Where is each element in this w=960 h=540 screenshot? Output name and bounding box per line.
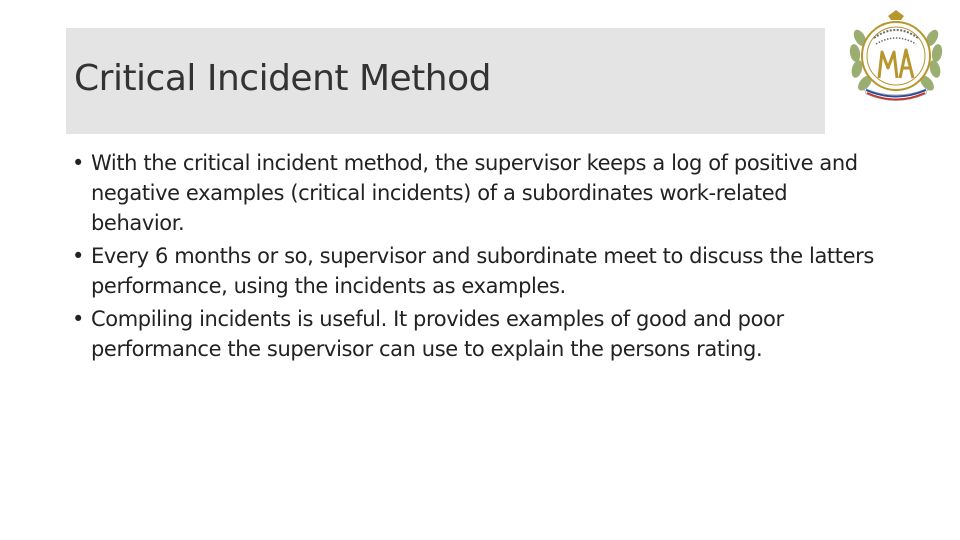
- bullet-item: [72, 304, 882, 364]
- slide-title: Critical Incident Method: [74, 58, 491, 99]
- bullet-text: Every 6 months or so, supervisor and subordinate meet to discuss the latters performance, using the incidents as examples.: [91, 244, 874, 298]
- bullet-list: [72, 148, 882, 367]
- title-band: [66, 28, 825, 134]
- bullet-text: With the critical incident method, the supervisor keeps a log of positive and negative examples (critical incidents) of a subordinates work-related behavior.: [91, 151, 858, 235]
- bullet-marker: •: [72, 307, 84, 331]
- bullet-marker: •: [72, 151, 84, 175]
- university-emblem-icon: [846, 8, 946, 104]
- bullet-item: [72, 241, 882, 301]
- bullet-item: [72, 148, 882, 238]
- bullet-text: Compiling incidents is useful. It provides examples of good and poor performance the supervisor can use to explain the persons rating.: [91, 307, 784, 361]
- bullet-marker: •: [72, 244, 84, 268]
